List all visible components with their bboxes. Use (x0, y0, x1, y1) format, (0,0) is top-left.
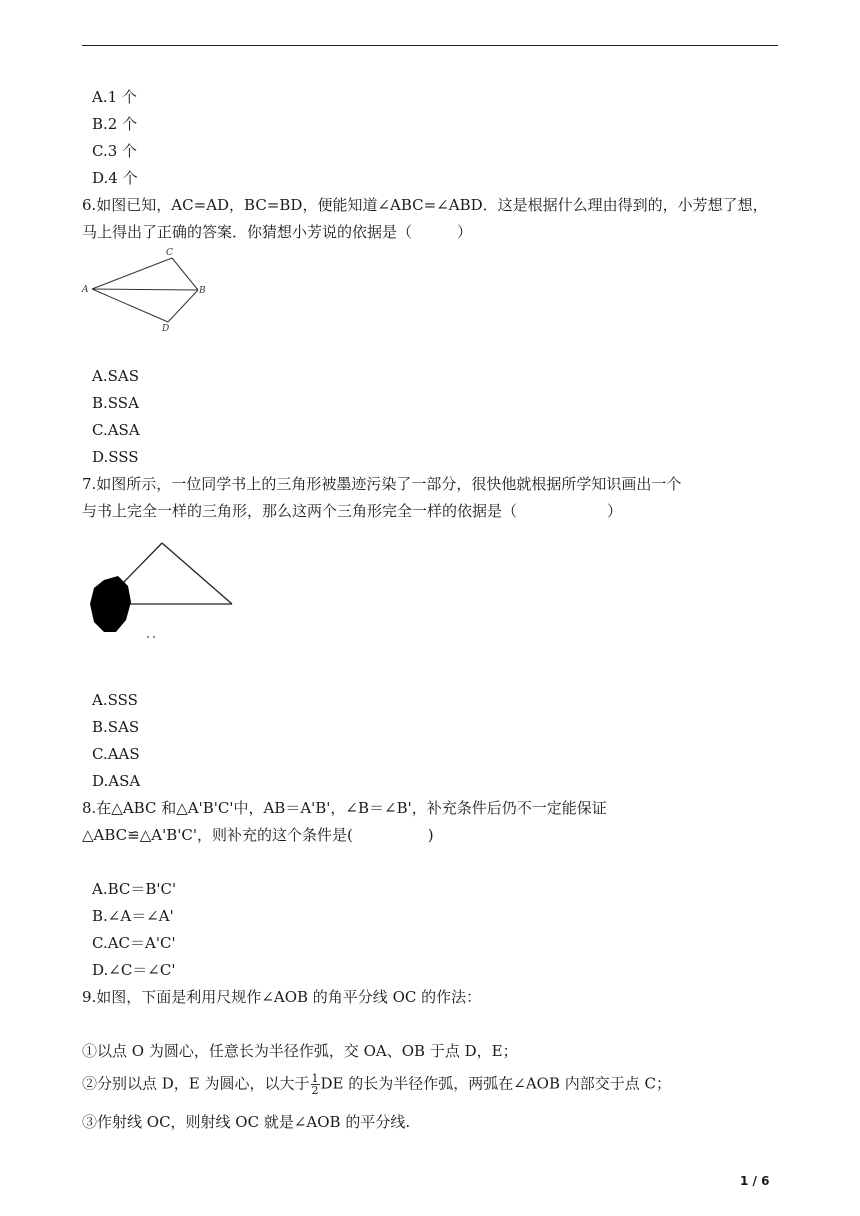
page-number: 1 / 6 (740, 1174, 770, 1188)
q6-option-d: D.SSS (92, 448, 139, 466)
q5-option-c: C.3 个 (92, 142, 138, 160)
q6-label-c: C (166, 248, 173, 258)
q6-figure-kite (80, 244, 220, 334)
q9-step2 (82, 1073, 671, 1096)
q9-step1: ①以点 O 为圆心，任意长为半径作弧，交 OA、OB 于点 D，E； (82, 1042, 518, 1060)
q7-option-a: A.SSS (92, 691, 138, 709)
frac-denominator: 2 (311, 1084, 319, 1097)
q6-option-c: C.ASA (92, 421, 140, 439)
q6-stem-line2: 马上得出了正确的答案．你猜想小芳说的依据是（ ） (82, 223, 473, 241)
q6-label-b: B (199, 286, 206, 296)
q9-stem-line1: 9.如图，下面是利用尺规作∠AOB 的角平分线 OC 的作法： (82, 988, 482, 1006)
q8-option-d: D.∠C＝∠C' (92, 961, 176, 979)
q9-step2-post: DE 的长为半径作弧，两弧在∠AOB 内部交于点 C； (320, 1074, 671, 1093)
q9-step2-pre: ②分别以点 D，E 为圆心，以大于 (82, 1074, 310, 1093)
q8-stem-line2: △ABC≌△A'B'C'，则补充的这个条件是( ) (82, 826, 434, 844)
header-rule (82, 45, 778, 46)
frac-numerator: 1 (311, 1072, 319, 1085)
q8-option-b: B.∠A＝∠A' (92, 907, 174, 925)
q9-step3: ③作射线 OC，则射线 OC 就是∠AOB 的平分线. (82, 1113, 411, 1131)
q6-option-a: A.SAS (92, 367, 139, 385)
q6-label-a: A (82, 285, 89, 295)
q6-label-d: D (162, 324, 170, 334)
q8-stem-line1: 8.在△ABC 和△A'B'C'中，AB＝A'B'，∠B＝∠B'，补充条件后仍不一定能保证 (82, 799, 607, 817)
q7-option-b: B.SAS (92, 718, 140, 736)
ink-blot (90, 576, 131, 632)
q7-option-d: D.ASA (92, 772, 141, 790)
q5-option-d: D.4 个 (92, 169, 138, 187)
q7-stem-line1: 7.如图所示，一位同学书上的三角形被墨迹污染了一部分，很快他就根据所学知识画出一个 (82, 475, 682, 493)
q7-figure-ink-triangle (86, 540, 240, 640)
q5-option-a: A.1 个 (92, 88, 137, 106)
q5-option-b: B.2 个 (92, 115, 138, 133)
q7-option-c: C.AAS (92, 745, 140, 763)
q6-stem-line1: 6.如图已知，AC=AD，BC=BD，便能知道∠ABC=∠ABD．这是根据什么理由得到的，小芳想了想， (82, 196, 768, 214)
q8-option-c: C.AC＝A'C' (92, 934, 176, 952)
q6-option-b: B.SSA (92, 394, 139, 412)
half-fraction (311, 1073, 320, 1096)
q8-option-a: A.BC＝B'C' (92, 880, 177, 898)
q7-stem-line2: 与书上完全一样的三角形，那么这两个三角形完全一样的依据是（ ） (82, 502, 623, 520)
